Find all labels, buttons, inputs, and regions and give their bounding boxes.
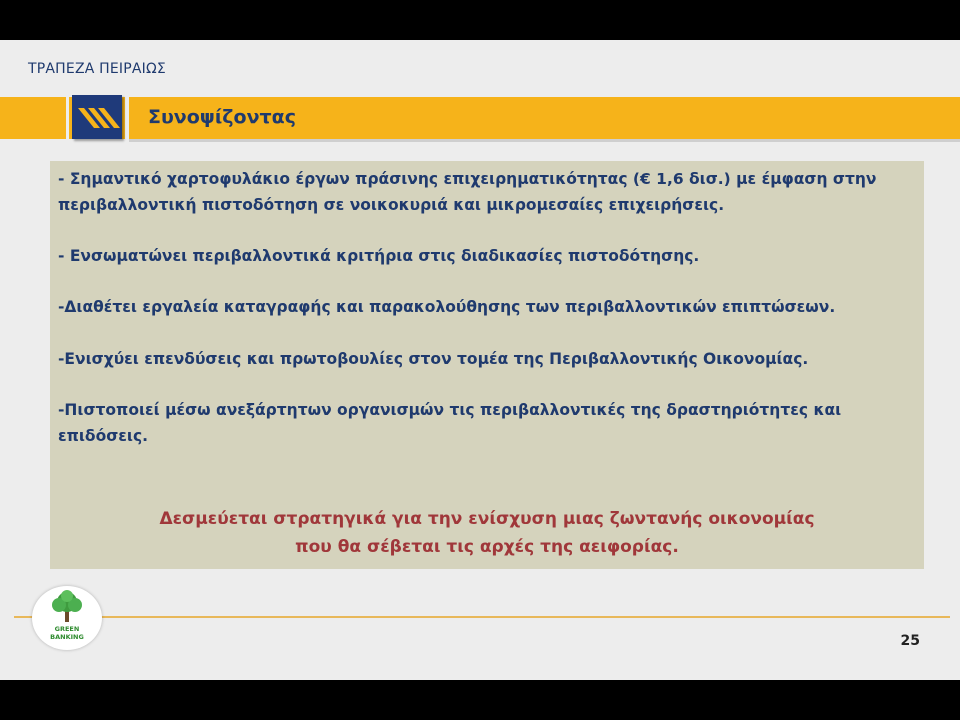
tree-icon: [32, 586, 102, 626]
bullet-item: -Διαθέτει εργαλεία καταγραφής και παρακολούθησης των περιβαλλοντικών επιπτώσεων.: [58, 298, 836, 316]
title-bar: [0, 97, 960, 139]
content-box: [50, 161, 924, 569]
bank-name: ΤΡΑΠΕΖΑ ΠΕΙΡΑΙΩΣ: [28, 61, 166, 77]
page-number: 25: [900, 633, 920, 649]
bullet-item: -Πιστοποιεί μέσω ανεξάρτητων οργανισμών τις περιβαλλοντικές της δραστηριότητες και επιδόσεις.: [58, 401, 842, 445]
slide: [0, 40, 960, 680]
logo-text-line: BANKING: [50, 633, 84, 641]
logo-text-line: GREEN: [54, 625, 80, 633]
green-banking-logo: [32, 586, 102, 650]
closing-line: Δεσμεύεται στρατηγικά για την ενίσχυση μιας ζωντανής οικονομίας: [159, 509, 815, 529]
bank-logo-icon: [72, 95, 122, 139]
footer-divider: [14, 616, 950, 618]
closing-statement: [50, 505, 924, 561]
title-bar-left-segment: [0, 97, 66, 139]
bullet-item: - Σημαντικό χαρτοφυλάκιο έργων πράσινης επιχειρηματικότητας (€ 1,6 δισ.) με έμφαση στην περιβαλλοντική πιστοδότηση σε νοικοκυριά και μικρομεσαίες επιχειρήσεις.: [58, 170, 877, 214]
bullet-item: - Ενσωματώνει περιβαλλοντικά κριτήρια στις διαδικασίες πιστοδότησης.: [58, 247, 700, 265]
bullet-item: -Ενισχύει επενδύσεις και πρωτοβουλίες στον τομέα της Περιβαλλοντικής Οικονομίας.: [58, 350, 809, 368]
closing-line: που θα σέβεται τις αρχές της αειφορίας.: [295, 537, 679, 557]
slide-title: Συνοψίζοντας: [148, 106, 296, 128]
